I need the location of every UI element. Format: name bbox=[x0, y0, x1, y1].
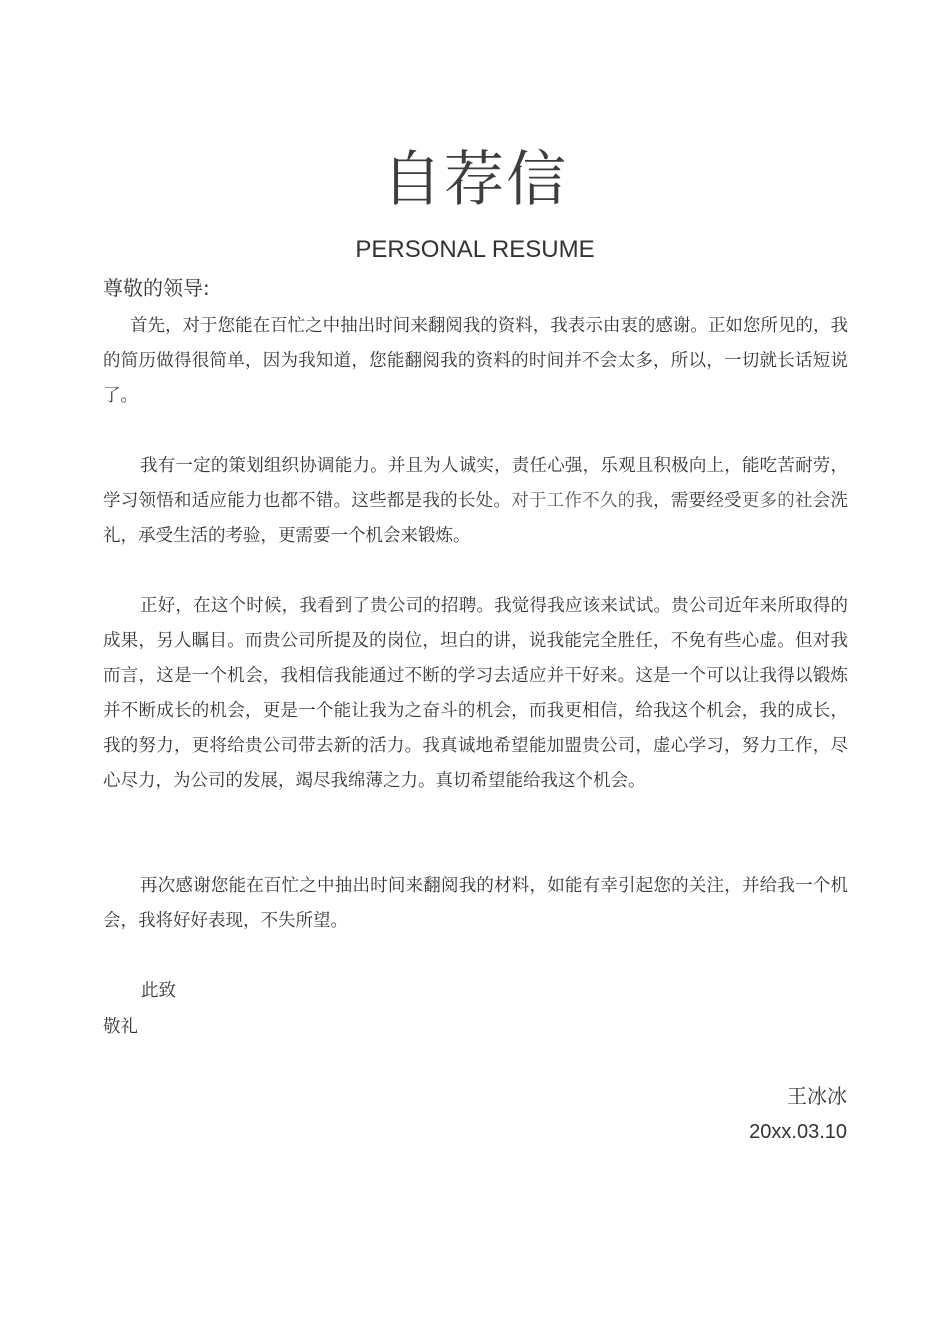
paragraph-4: 再次感谢您能在百忙之中抽出时间来翻阅我的材料，如能有幸引起您的关注，并给我一个机会，我将好好表现，不失所望。 bbox=[103, 876, 848, 931]
regards-line: 敬礼 bbox=[103, 1017, 138, 1037]
page-subtitle: PERSONAL RESUME bbox=[355, 236, 595, 263]
paragraph-2-run-4: 更多的 bbox=[741, 491, 796, 511]
signature-name: 王冰冰 bbox=[787, 1084, 847, 1108]
signature-date: 20xx.03.10 bbox=[749, 1121, 847, 1143]
paragraph-2-run-2: 对于工作不久的我 bbox=[511, 491, 654, 511]
salutation: 尊敬的领导: bbox=[103, 276, 210, 300]
paragraph-3: 正好，在这个时候，我看到了贵公司的招聘。我觉得我应该来试试。贵公司近年来所取得的成果，另人瞩目。而贵公司所提及的岗位，坦白的讲，说我能完全胜任，不免有些心虚。但对我而言，这是一个机会，我相信我能通过不断的学习去适应并干好来。这是一个可以让我得以锻炼并不断成长的机会，更是一个能让我为之奋斗的机会，而我更相信，给我这个机会，我的成长，我的努力，更将给贵公司带去新的活力。我真诚地希望能加盟贵公司，虚心学习，努力工作，尽心尽力，为公司的发展，竭尽我绵薄之力。真切希望能给我这个机会。 bbox=[103, 596, 848, 791]
paragraph-2 bbox=[103, 449, 848, 554]
page-title: 自荐信 bbox=[382, 145, 568, 215]
paragraph-2-run-5: 社会洗礼，承受生活的考验，更需要一个机会来锻炼。 bbox=[103, 491, 849, 546]
closing-line: 此致 bbox=[141, 981, 176, 1001]
paragraph-1: 首先，对于您能在百忙之中抽出时间来翻阅我的资料，我表示由衷的感谢。正如您所见的，我的简历做得很简单，因为我知道，您能翻阅我的资料的时间并不会太多，所以，一切就长话短说了。 bbox=[103, 316, 848, 406]
paragraph-2-run-1: 我有一定的策划组织协调能力。并且为人诚实，责任心强，乐观且积极向上，能吃苦耐劳，学习领悟和适应能力也都不错。这些都是我的长处。 bbox=[103, 456, 848, 511]
paragraph-2-run-3: ，需要经受 bbox=[653, 491, 742, 511]
